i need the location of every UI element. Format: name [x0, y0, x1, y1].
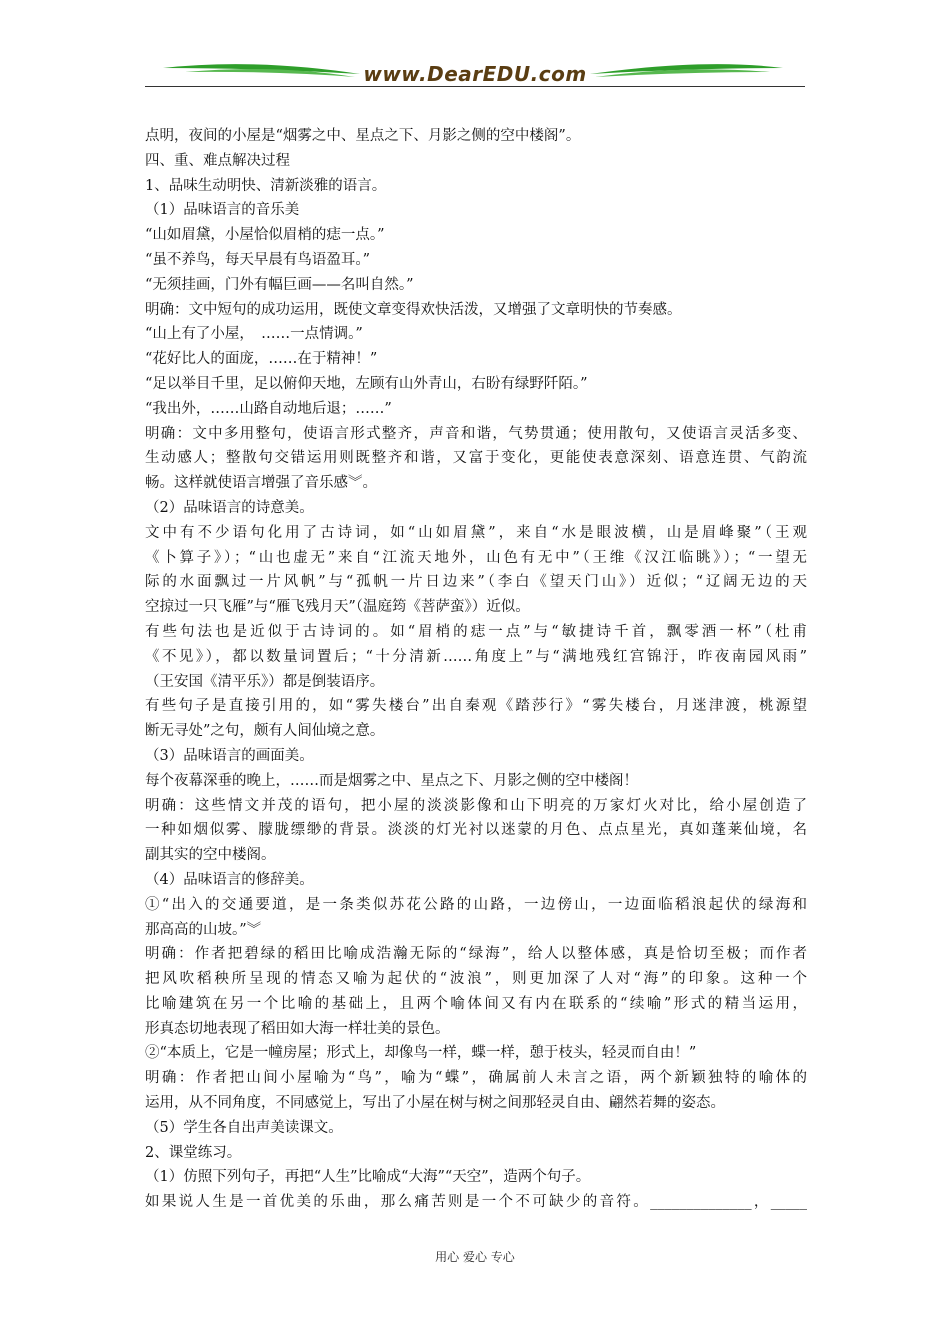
text-line: 把风吹稻秧所呈现的情态又喻为起伏的“波浪”，则更加深了人对“海”的印象。这种一个: [145, 971, 807, 988]
text-line: 1、品味生动明快、清新淡雅的语言。: [145, 177, 387, 194]
text-line: 断无寻处”之句，颇有人间仙境之意。: [145, 723, 385, 740]
text-line: 明确：作者把碧绿的稻田比喻成浩瀚无际的“绿海”，给人以整体感，真是恰切至极；而作者: [145, 946, 807, 963]
text-line: 空掠过一只飞雁”与“雁飞残月天”（温庭筠《菩萨蛮》）近似。: [145, 599, 530, 616]
text-line: “无须挂画，门外有幅巨画——名叫自然。”: [145, 276, 414, 293]
text-line: 四、重、难点解决过程: [145, 152, 290, 169]
text-line: 明确：文中短句的成功运用，既使文章变得欢快活泼，又增强了文章明快的节奏感。: [145, 301, 682, 318]
text-line: 副其实的空中楼阁。: [145, 847, 276, 864]
text-line: （5）学生各自出声美读课文。: [145, 1119, 343, 1136]
text-line: “我出外，……山路自动地后退；……”: [145, 400, 392, 417]
text-line: “足以举目千里，足以俯仰天地，左顾有山外青山，右盼有绿野阡陌。”: [145, 375, 588, 392]
text-line: 形真态切地表现了稻田如大海一样壮美的景色。: [145, 1020, 450, 1037]
text-line: （2）品味语言的诗意美。: [145, 499, 314, 516]
header-divider: [145, 86, 805, 87]
text-line: 比喻建筑在另一个比喻的基础上，且两个喻体间又有内在联系的“续喻”形式的精当运用，: [145, 995, 807, 1012]
text-line: （1）品味语言的音乐美: [145, 202, 300, 219]
text-line: “山上有了小屋， ……一点情调。”: [145, 326, 363, 343]
site-logo-text[interactable]: www.DearEDU.com: [363, 62, 587, 86]
text-line: 际的水面飘过一片风帆”与“孤帆一片日边来”（李白《望天门山》）近似；“辽阔无边的天: [145, 574, 807, 591]
text-line: 文中有不少语句化用了古诗词，如“山如眉黛”，来自“水是眼波横，山是眉峰聚”（王观: [145, 524, 807, 541]
text-line: （4）品味语言的修辞美。: [145, 871, 314, 888]
text-line: 运用，从不同角度，不同感觉上，写出了小屋在树与树之间那轻灵自由、翩然若舞的姿态。: [145, 1095, 725, 1112]
text-line: 生动感人；整散句交错运用则既整齐和谐，又富于变化，更能使表意深刻、语意连贯、气韵流: [145, 450, 807, 467]
text-line: （3）品味语言的画面美。: [145, 747, 314, 764]
text-line: “虽不养鸟，每天早晨有鸟语盈耳。”: [145, 251, 371, 268]
text-line: 每个夜幕深垂的晚上，……而是烟雾之中、星点之下、月影之侧的空中楼阁！: [145, 772, 638, 789]
text-line: 如果说人生是一首优美的乐曲，那么痛苦则是一个不可缺少的音符。______________，_____: [145, 1194, 807, 1211]
text-line: 点明，夜间的小屋是“烟雾之中、星点之下、月影之侧的空中楼阁”。: [145, 128, 581, 144]
page-header: [145, 60, 805, 92]
text-line: “山如眉黛，小屋恰似眉梢的痣一点。”: [145, 227, 385, 244]
text-line: 明确：文中多用整句，使语言形式整齐，声音和谐，气势贯通；使用散句，又使语言灵活多变、: [145, 425, 807, 442]
text-line: 明确：这些情文并茂的语句，把小屋的淡淡影像和山下明亮的万家灯火对比，给小屋创造了: [145, 797, 807, 814]
text-line: 有些句子是直接引用的，如“雾失楼台”出自秦观《踏莎行》“雾失楼台，月迷津渡，桃源望: [145, 698, 807, 715]
text-line: “花好比人的面庞，……在于精神！”: [145, 351, 378, 368]
text-line: 那高高的山坡。”︾: [145, 921, 262, 938]
text-line: （1）仿照下列句子，再把“人生”比喻成“大海”“天空”，造两个句子。: [145, 1169, 591, 1186]
text-line: （王安国《清平乐》）都是倒装语序。: [145, 673, 385, 690]
text-line: 《不见》），都以数量词置后；“十分清新……角度上”与“满地残红宫锦汙，昨夜南园风雨”: [145, 648, 807, 665]
page-footer: 用心 爱心 专心: [435, 1250, 515, 1264]
document-body: [145, 124, 807, 1215]
text-line: 有些句法也是近似于古诗词的。如“眉梢的痣一点”与“敏捷诗千首，飘零酒一杯”（杜甫: [145, 623, 807, 640]
text-line: 明确：作者把山间小屋喻为“鸟”，喻为“蝶”，确属前人未言之语，两个新颖独特的喻体的: [145, 1070, 807, 1087]
text-line: ①“出入的交通要道，是一条类似苏花公路的山路，一边傍山，一边面临稻浪起伏的绿海和: [145, 896, 807, 913]
text-line: 一种如烟似雾、朦胧缥缈的背景。淡淡的灯光衬以迷蒙的月色、点点星光，真如蓬莱仙境，名: [145, 822, 807, 839]
text-line: 畅。这样就使语言增强了音乐感︾。: [145, 475, 377, 492]
text-line: 《卜算子》）；“山也虚无”来自“江流天地外，山色有无中”（王维《汉江临眺》）；“一望无: [145, 549, 807, 566]
text-line: 2、课堂练习。: [145, 1144, 242, 1161]
text-line: ②“本质上，它是一幢房屋；形式上，却像鸟一样，蝶一样，憩于枝头，轻灵而自由！”: [145, 1045, 697, 1062]
